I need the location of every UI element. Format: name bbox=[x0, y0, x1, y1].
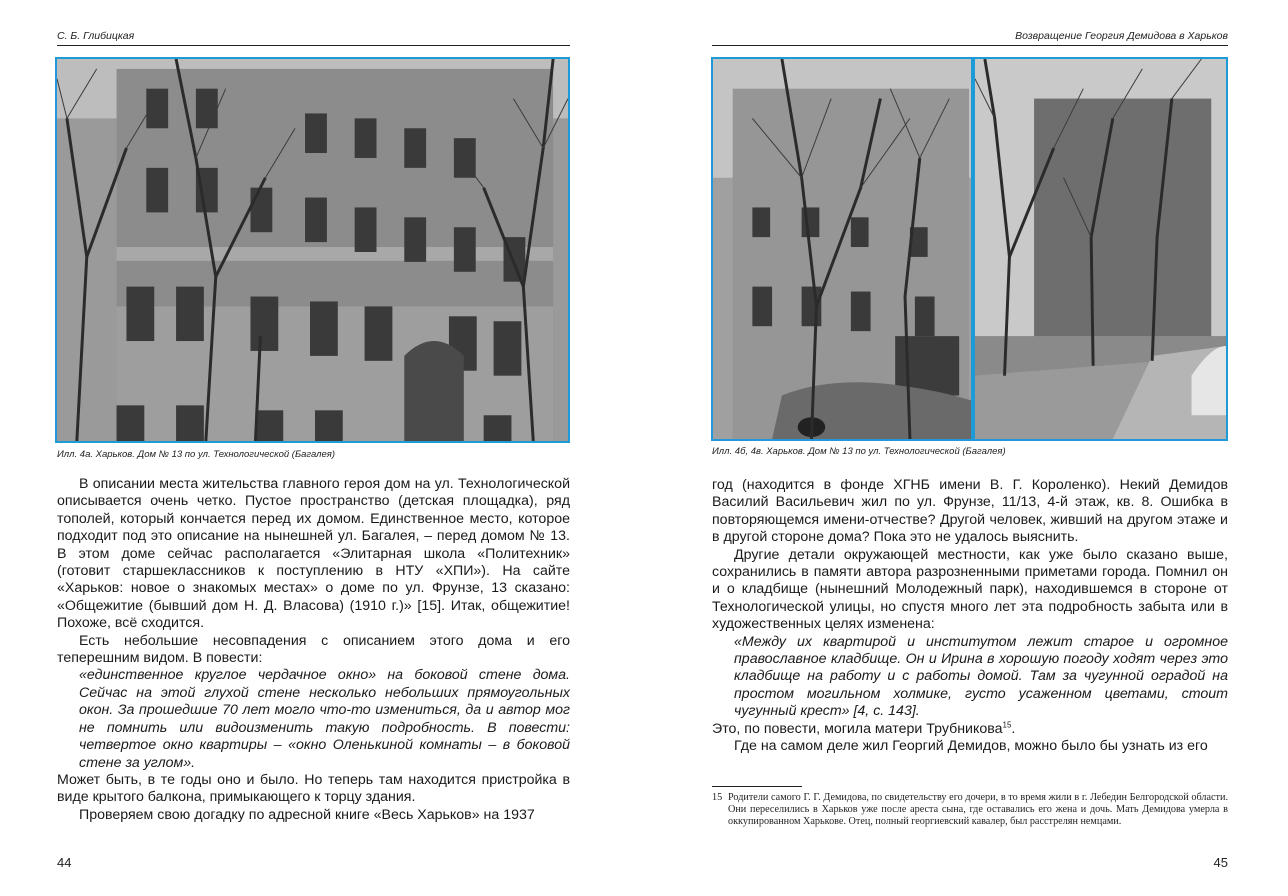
building-photo-image bbox=[713, 59, 971, 439]
page-number-left: 44 bbox=[57, 855, 72, 870]
footnote-number: 15 bbox=[712, 792, 723, 803]
paragraph: Проверяем свою догадку по адресной книге «Весь Харьков» на 1937 bbox=[79, 806, 535, 823]
building-photo-image bbox=[975, 59, 1226, 439]
paragraph-text: Это, по повести, могила матери Трубникова bbox=[712, 720, 1003, 737]
building-photo-4b bbox=[711, 57, 973, 441]
building-photo-image bbox=[57, 59, 568, 441]
header-rule bbox=[57, 45, 570, 46]
paragraph: Другие детали окружающей местности, как уже было сказано выше, сохранились в памяти автора разрозненными приметами города. Помнил он и о кладбище (нынешний Молодежный парк), находившемся в стороне от Технологической улицы, но спустя много лет эта подробность забыта или в художественных целях изменена: bbox=[712, 546, 1228, 633]
footnote-reference[interactable]: 15 bbox=[1002, 719, 1012, 729]
footnote bbox=[712, 792, 1228, 828]
paragraph: Может быть, в те годы оно и было. Но теперь там находится пристройка в виде крытого балкона, примыкающего к торцу здания. bbox=[57, 771, 570, 806]
photo-caption-4a: Илл. 4а. Харьков. Дом № 13 по ул. Технологической (Багалея) bbox=[57, 449, 336, 460]
footnote-rule bbox=[712, 786, 802, 787]
header-rule bbox=[712, 45, 1228, 46]
left-body-text bbox=[57, 476, 570, 824]
right-page bbox=[644, 0, 1288, 896]
paragraph: год (находится в фонде ХГНБ имени В. Г. Короленко). Некий Демидов Василий Васильевич жил по ул. Фрунзе, 11/13, 4-й этаж, кв. 8. Ошибка в повторяющемся имени-отчестве? Другой человек, живший на другом этаже и в другой стороне дома? Пока это не удалось выяснить. bbox=[712, 477, 1228, 546]
right-body-text bbox=[712, 477, 1228, 756]
running-head-title: Возвращение Георгия Демидова в Харьков bbox=[1015, 30, 1228, 42]
building-photo-4a bbox=[55, 57, 570, 443]
footnote-text: Родители самого Г. Г. Демидова, по свидетельству его дочери, в то время жили в г. Лебедин Белгородской области. Они переселились в Харьков уже после ареста сына, где оставались его жена и дочь. Мать Демидова умерла в оккупированном Харькове. Отец, полный георгиевский кавалер, был расстрелян немцами. bbox=[728, 792, 1228, 827]
running-head-author: С. Б. Глибицкая bbox=[57, 30, 135, 42]
paragraph: В описании места жительства главного героя дом на ул. Технологической описывается очень четко. Пустое пространство (детская площадка), ряд тополей, который кончается перед их домом. Единственное место, которое подходит под это описание на нынешней ул. Багалея, – перед домом № 13. В этом доме сейчас располагается «Элитарная школа «Политехник» (готовит старшеклассников к поступлению в НТУ «ХПИ»). На сайте «Харьков: новое о знакомых местах» о доме по ул. Фрунзе, 13 сказано: «Общежитие (бывший дом Н. Д. Власова) (1910 г.)» [15]. Итак, общежитие! Похоже, всё сходится. bbox=[57, 476, 570, 632]
paragraph: Есть небольшие несовпадения с описанием этого дома и его теперешним видом. В повести: bbox=[57, 632, 570, 667]
page-number-right: 45 bbox=[1213, 855, 1228, 870]
building-photo-4v bbox=[973, 57, 1228, 441]
photo-caption-4b-4v: Илл. 4б, 4в. Харьков. Дом № 13 по ул. Технологической (Багалея) bbox=[712, 446, 1006, 457]
paragraph: Это, по повести, могила матери Трубникова$^{15}$. bbox=[712, 719, 1016, 737]
paragraph: Где на самом деле жил Георгий Демидов, можно было бы узнать из его bbox=[734, 738, 1208, 755]
quote-block: «единственное круглое чердачное окно» на боковой стене дома. Сейчас на этой глухой стене несколько небольших прямоугольных окон. За прошедшие 70 лет могло что-то измениться, да и автор мог не помнить или видоизменить такую подробность. В повести: четвертое окно квартиры – «окно Оленькиной комнаты – в боковой стене за углом». bbox=[79, 667, 570, 771]
quote-block: «Между их квартирой и институтом лежит старое и огромное православное кладбище. Он и Ирина в хорошую погоду ходят через это кладбище на работу и с работы домой. Там за чугунной оградой на простом могильном холмике, густо усаженном цветами, стоит чугунный крест» [4, с. 143]. bbox=[734, 633, 1228, 720]
